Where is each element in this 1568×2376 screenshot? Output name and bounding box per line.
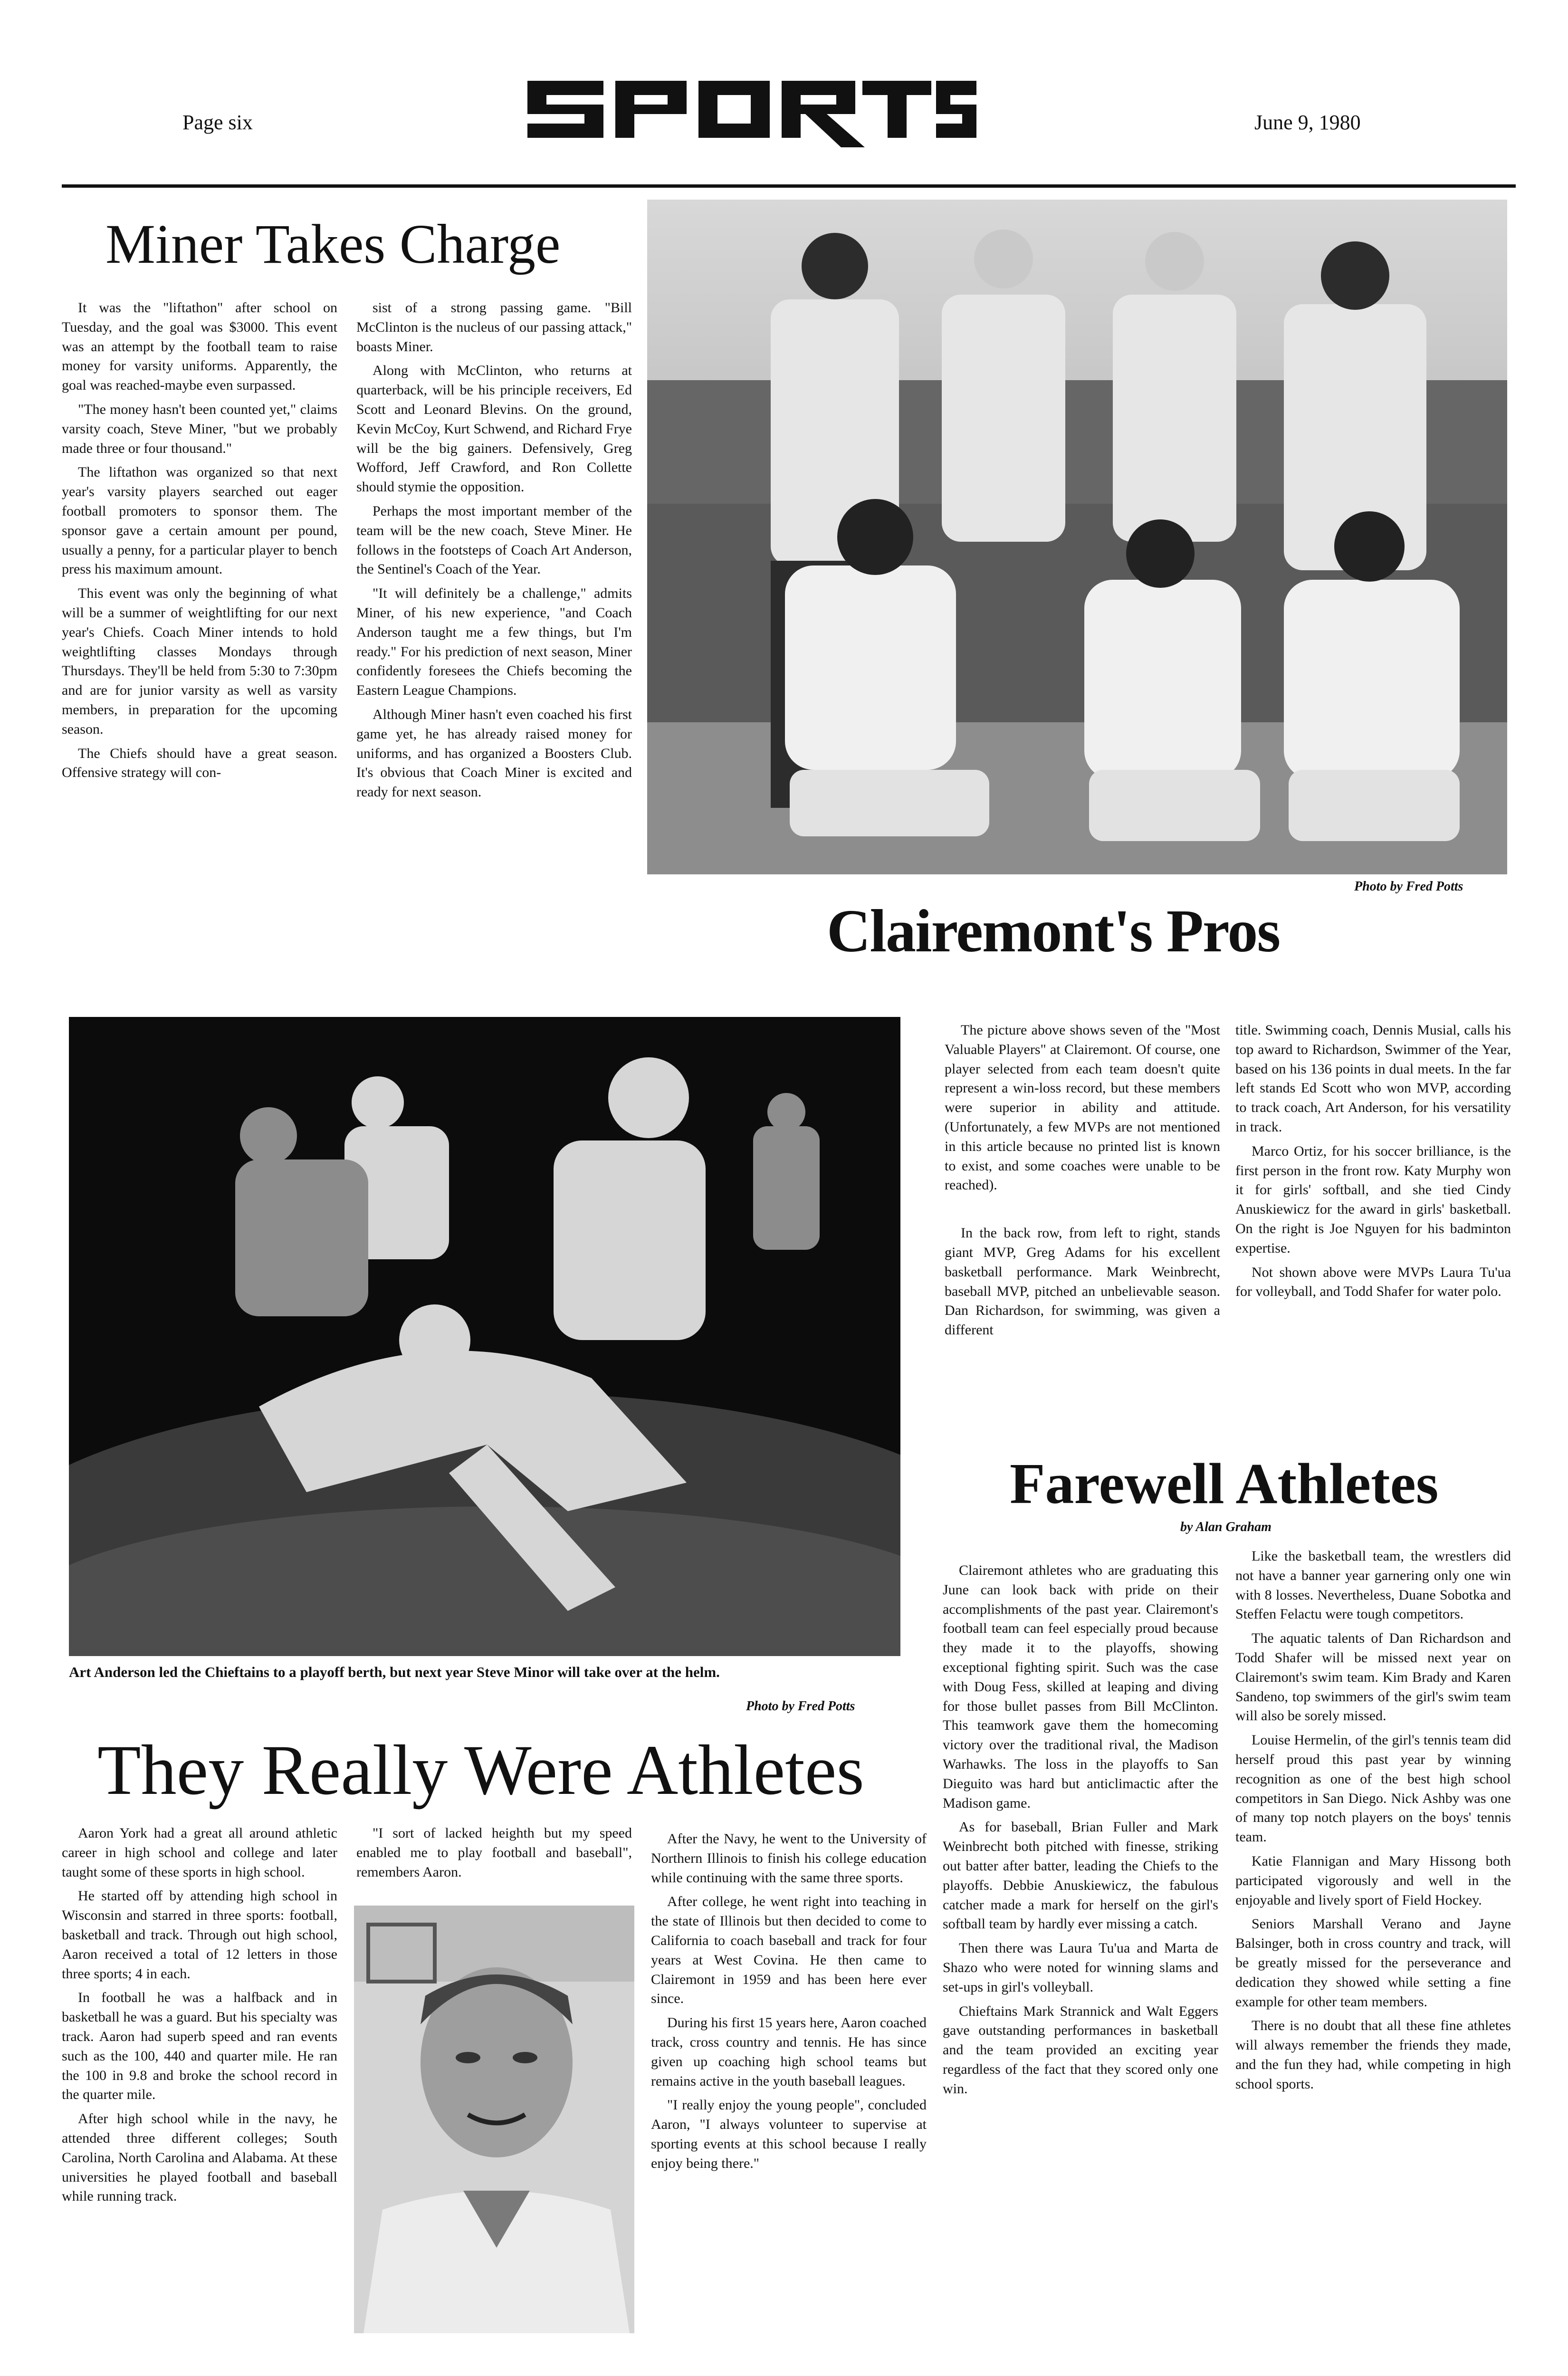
paragraph: "I really enjoy the young people", concluded Aaron, "I always volunteer to supervise at sporting events at this school because I really enjoy being there." — [651, 2097, 927, 2171]
paragraph: Clairemont athletes who are graduating this June can look back with pride on their accomplishments of the past year. Clairemont's football team can feel especially proud because they made it to the playoffs, showing exceptional fighting spirit. Such was the case with Doug Fess, skilled at leaping and diving for those bullet passes from Bill McClinton. This teamwork gave them the homecoming victory over the traditional rival, the Madison Warhawks. The loss in the playoffs to San Dieguito was hard but anticlimactic after the Madison game. — [943, 1562, 1218, 1811]
aaron-york-portrait — [354, 1906, 634, 2333]
paragraph: Marco Ortiz, for his soccer brilliance, is the first person in the front row. Katy Murphy won it for girls' softball, and she tied Cindy Anuskiewicz for the award in girls' basketball. On the right is Joe Nguyen for his badminton expertise. — [1235, 1143, 1511, 1256]
issue-date: June 9, 1980 — [1254, 111, 1361, 134]
paragraph: After the Navy, he went to the University of Northern Illinois to finish his college education while continuing with the same three sports. — [651, 1831, 927, 1886]
pros-column-2 — [1235, 1021, 1511, 1429]
paragraph: During his first 15 years here, Aaron coached track, cross country and tennis. He has since given up coaching high school teams but remains active in the youth baseball leagues. — [651, 2015, 927, 2089]
paragraph: After college, he went right into teaching in the state of Illinois but then decided to come to California to coach baseball and track for four years at West Covina. He then came to Clairemont in 1959 and has been here ever since. — [651, 1894, 927, 2007]
miner-column-1 — [62, 298, 337, 998]
paragraph: Louise Hermelin, of the girl's tennis team did herself proud this past year by winning recognition as one of the best high school competitors in San Diego. Nick Ashby was one of many top notch players on the boys' tennis team. — [1235, 1732, 1511, 1845]
football-action-photo — [69, 1017, 900, 1656]
paragraph: The picture above shows seven of the "Most Valuable Players" at Clairemont. Of course, one player selected from each team doesn't quite represent a win-loss record, but these members were superior in ability and attitude. (Unfortunately, a few MVPs are not mentioned in this article because no printed list is known to exist, and some coaches were unable to be reached). — [945, 1022, 1220, 1193]
paragraph: Not shown above were MVPs Laura Tu'ua for volleyball, and Todd Shafer for water polo. — [1235, 1264, 1511, 1300]
athletes-column-2 — [356, 1824, 632, 1895]
paragraph: The Chiefs should have a great season. Offensive strategy will con- — [62, 745, 337, 781]
paragraph: Katie Flannigan and Mary Hissong both participated vigorously and well in the enjoyable and lively sport of Field Hockey. — [1235, 1853, 1511, 1908]
paragraph: This event was only the beginning of what will be a summer of weightlifting for our next year's Chiefs. Coach Miner intends to hold weightlifting classes Mondays through Thursdays. They'll be held from 5:30 to 7:30pm and are for junior varsity as well as varsity members, in preparation for the upcoming season. — [62, 585, 337, 737]
paragraph: There is no doubt that all these fine athletes will always remember the friends they made, and the fun they had, while competing in high school sports. — [1235, 2018, 1511, 2092]
pros-photo-credit: Photo by Fred Potts — [1354, 879, 1463, 894]
miner-column-2 — [356, 298, 632, 998]
farewell-column-2 — [1235, 1547, 1511, 2376]
paragraph: In the back row, from left to right, stands giant MVP, Greg Adams for his excellent basketball performance. Mark Weinbrecht, baseball MVP, pitched an unbelievable season. Dan Richardson, for swimming, was given a different — [945, 1225, 1220, 1338]
mvp-group-photo — [647, 200, 1507, 874]
football-photo-credit: Photo by Fred Potts — [746, 1699, 855, 1714]
farewell-headline: Farewell Athletes — [1010, 1452, 1439, 1516]
paragraph: Although Miner hasn't even coached his first game yet, he has already raised money for uniforms, and has organized a Boosters Club. It's obvious that Coach Miner is excited and ready for next season. — [356, 706, 632, 800]
paragraph: "It will definitely be a challenge," admits Miner, of his new experience, "and Coach Anderson taught me a few things, but I'm ready." For his prediction of next season, Miner confidently foresees the Chiefs becoming the Eastern League Champions. — [356, 585, 632, 699]
paragraph: "I sort of lacked heighth but my speed enabled me to play football and baseball", remembers Aaron. — [356, 1825, 632, 1880]
paragraph: Then there was Laura Tu'ua and Marta de Shazo who were noted for winning slams and set-ups in girl's volleyball. — [943, 1940, 1218, 1995]
football-photo-caption: Art Anderson led the Chieftains to a playoff berth, but next year Steve Minor will take over at the helm. — [69, 1664, 720, 1680]
farewell-column-1 — [943, 1561, 1218, 2376]
paragraph: Seniors Marshall Verano and Jayne Balsinger, both in cross country and track, will be greatly missed for the perseverance and dedication they showed while setting a fine example for other team members. — [1235, 1916, 1511, 2010]
page-number: Page six — [182, 111, 253, 134]
header-rule — [62, 184, 1516, 188]
athletes-headline: They Really Were Athletes — [97, 1731, 864, 1810]
paragraph: Chieftains Mark Strannick and Walt Eggers gave outstanding performances in basketball and the team provided an exciting year regardless of the fact that they scored only one win. — [943, 2003, 1218, 2097]
paragraph: "The money hasn't been counted yet," claims varsity coach, Steve Miner, "but we probably made three or four thousand." — [62, 401, 337, 456]
paragraph: As for baseball, Brian Fuller and Mark Weinbrecht both pitched with finesse, striking out batter after batter, leading the Chiefs to the playoffs. Debbie Anuskiewicz, the fabulous catcher made a mark for herself on the girl's softball team by hardly ever missing a catch. — [943, 1819, 1218, 1932]
paragraph: The liftathon was organized so that next year's varsity players searched out eager football promoters to sponsor them. The sponsor gave a certain amount per pound, usually a penny, for a particular player to bench press his maximum amount. — [62, 464, 337, 577]
paragraph: The aquatic talents of Dan Richardson and Todd Shafer will be missed next year on Clairemont's swim team. Kim Brady and Karen Sandeno, top swimmers of the girl's swim team will also be sorely missed. — [1235, 1630, 1511, 1724]
athletes-column-3 — [651, 1830, 927, 2376]
paragraph: Along with McClinton, who returns at quarterback, will be his principle receivers, Ed Scott and Leonard Blevins. On the ground, Kevin McCoy, Kurt Schwend, and Richard Frye will be the big gainers. Defensively, Greg Wofford, Jeff Crawford, and Ron Collette should stymie the opposition. — [356, 363, 632, 495]
paragraph: He started off by attending high school in Wisconsin and starred in three sports: football, basketball and track. Through out high school, Aaron received a total of 12 letters in those three sports; 4 in each. — [62, 1888, 337, 1982]
paragraph: It was the "liftathon" after school on Tuesday, and the goal was $3000. This event was an attempt by the football team to raise money for varsity uniforms. Apparently, the goal was reached-maybe even surpassed. — [62, 300, 337, 393]
miner-headline: Miner Takes Charge — [105, 213, 561, 275]
paragraph: In football he was a halfback and in basketball he was a guard. But his specialty was track. Aaron had superb speed and ran events such as the 100, 440 and quarter mile. He ran the 100 in 9.8 and broke the school record in the quarter mile. — [62, 1990, 337, 2103]
paragraph: After high school while in the navy, he attended three different colleges; South Carolina, North Carolina and Alabama. At these universities he played football and baseball while running track. — [62, 2111, 337, 2204]
paragraph: Aaron York had a great all around athletic career in high school and college and later taught some of these sports in high school. — [62, 1825, 337, 1880]
pros-column-1 — [945, 1021, 1220, 1429]
paragraph: title. Swimming coach, Dennis Musial, calls his top award to Richardson, Swimmer of the Year, based on his 136 points in dual meets. In the far left stands Ed Scott who won MVP, according to track coach, Art Anderson, for his versatility in track. — [1235, 1022, 1511, 1135]
pros-headline: Clairemont's Pros — [827, 897, 1280, 965]
farewell-byline: by Alan Graham — [1180, 1520, 1272, 1534]
sports-logo — [523, 71, 979, 152]
athletes-column-1 — [62, 1824, 337, 2376]
paragraph: Like the basketball team, the wrestlers did not have a banner year garnering only one win with 8 losses. Nevertheless, Duane Sobotka and Steffen Felactu were tough competitors. — [1235, 1548, 1511, 1622]
paragraph: sist of a strong passing game. "Bill McClinton is the nucleus of our passing attack," boasts Miner. — [356, 300, 632, 354]
paragraph: Perhaps the most important member of the team will be the new coach, Steve Miner. He follows in the footsteps of Coach Art Anderson, the Sentinel's Coach of the Year. — [356, 503, 632, 577]
